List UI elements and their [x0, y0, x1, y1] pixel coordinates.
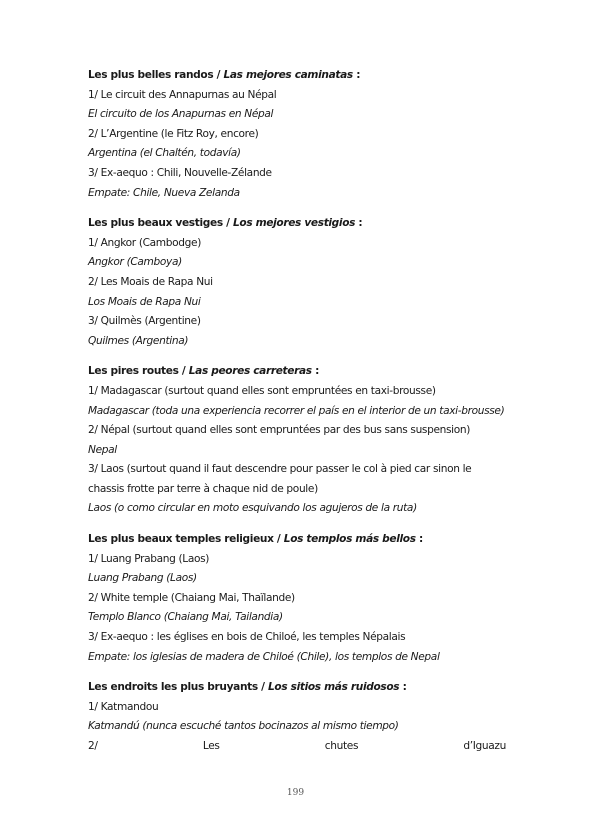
list-item-french: 2/ L’Argentine (le Fitz Roy, encore) [88, 127, 259, 140]
heading-spanish: Los templos más bellos [283, 533, 416, 546]
heading-french: Les endroits les plus bruyants / [88, 681, 269, 694]
list-item-french: 1/ Katmandou [88, 700, 159, 713]
heading-spanish: Los sitios más ruidosos [268, 681, 400, 694]
justified-word: 2/ [88, 740, 98, 752]
list-section [88, 214, 506, 351]
section-heading [88, 214, 506, 234]
heading-colon: : [311, 365, 319, 378]
list-item-spanish: Angkor (Camboya) [88, 256, 182, 269]
justified-word: d’Iguazu [463, 740, 506, 752]
list-item-spanish: Empate: Chile, Nueva Zelanda [88, 186, 240, 199]
list-item-spanish: Luang Prabang (Laos) [88, 572, 197, 585]
section-heading [88, 66, 506, 86]
heading-spanish: Los mejores vestigios [232, 217, 356, 230]
heading-colon: : [352, 69, 361, 81]
section-heading [88, 530, 506, 550]
list-section [88, 362, 506, 519]
heading-french: Les plus beaux vestiges / [88, 217, 233, 230]
justified-word: chutes [324, 740, 359, 752]
heading-french: Les pires routes / [88, 365, 189, 378]
list-item-french: 1/ Luang Prabang (Laos) [88, 552, 210, 565]
heading-french: Les plus belles randos / [88, 69, 224, 81]
list-item-french: 3/ Ex-aequo : les églises en bois de Chiloé, les temples Népalais [88, 631, 406, 644]
heading-colon: : [399, 681, 407, 694]
page-number: 199 [286, 788, 305, 798]
list-item-french: 2/ Népal (surtout quand elles sont empruntées par des bus sans suspension) [88, 424, 471, 437]
list-item-spanish: Empate: los iglesias de madera de Chiloé (Chile), los templos de Nepal [88, 650, 440, 663]
list-item-french: 1/ Le circuit des Annapurnas au Népal [88, 88, 277, 101]
list-item-spanish: Nepal [88, 443, 117, 456]
section-heading [88, 362, 506, 382]
list-item-french [88, 737, 506, 757]
list-section [88, 678, 506, 756]
list-item-french: 3/ Laos (surtout quand il faut descendre pour passer le col à pied car sinon le chassis frotte par terre à chaque nid de poule) [88, 463, 472, 495]
list-item-spanish: Templo Blanco (Chaiang Mai, Tailandia) [88, 611, 283, 624]
list-item-french: 1/ Angkor (Cambodge) [88, 236, 201, 249]
section-heading [88, 678, 506, 698]
list-section [88, 66, 506, 203]
list-item-spanish: Madagascar (toda una experiencia recorrer el país en el interior de un taxi-brousse) [88, 404, 505, 417]
list-item-french: 3/ Quilmès (Argentine) [88, 315, 201, 328]
list-item-spanish: El circuito de los Anapurnas en Népal [88, 108, 274, 121]
heading-spanish: Las mejores caminatas [223, 69, 353, 81]
list-section [88, 530, 506, 667]
heading-colon: : [415, 533, 423, 546]
justified-word: Les [202, 740, 220, 752]
list-item-french: 2/ Les Moais de Rapa Nui [88, 275, 213, 288]
list-item-french: 2/ White temple (Chaiang Mai, Thaïlande) [88, 591, 295, 604]
heading-colon: : [355, 217, 363, 230]
list-item-spanish: Laos (o como circular en moto esquivando los agujeros de la ruta) [88, 502, 417, 515]
heading-spanish: Las peores carreteras [188, 365, 312, 378]
page-content [88, 66, 506, 768]
list-item-french: 1/ Madagascar (surtout quand elles sont empruntées en taxi-brousse) [88, 384, 436, 397]
heading-french: Les plus beaux temples religieux / [88, 533, 284, 546]
list-item-spanish: Katmandú (nunca escuché tantos bocinazos al mismo tiempo) [88, 720, 399, 733]
list-item-spanish: Argentina (el Chaltén, todavía) [88, 147, 241, 160]
list-item-spanish: Quilmes (Argentina) [88, 334, 189, 347]
list-item-french: 3/ Ex-aequo : Chili, Nouvelle-Zélande [88, 166, 272, 179]
list-item-spanish: Los Moais de Rapa Nui [88, 295, 201, 308]
